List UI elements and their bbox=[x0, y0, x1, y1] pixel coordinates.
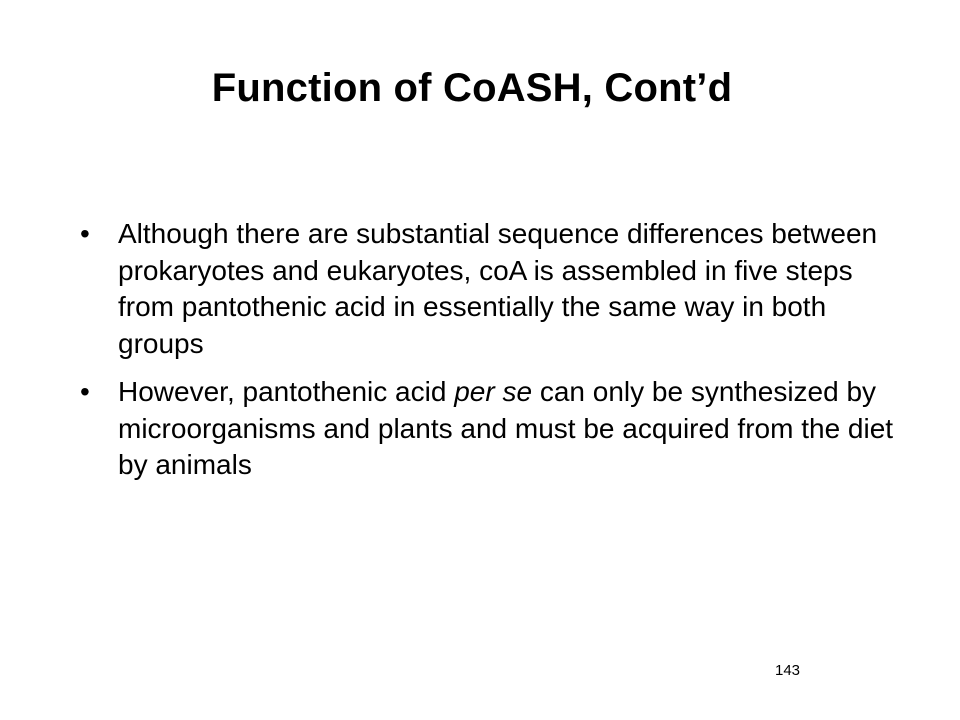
bullet-dot-icon: • bbox=[80, 376, 90, 407]
bullet-text-part: However, pantothenic acid bbox=[118, 376, 455, 407]
bullet-text-part: can only be synthesized by microorganisms and plants and must be acquired from the diet by animals bbox=[118, 376, 894, 480]
bullet-item bbox=[80, 216, 900, 362]
bullet-list bbox=[80, 216, 900, 496]
slide-title: Function of CoASH, Cont’d bbox=[211, 66, 733, 110]
italic-term: per se bbox=[454, 376, 533, 407]
bullet-text: Although there are substantial sequence differences between prokaryotes and eukaryotes, coA is assembled in five steps from pantothenic acid in essentially the same way in both groups bbox=[118, 218, 878, 359]
bullet-dot-icon: • bbox=[80, 218, 90, 249]
bullet-text bbox=[118, 376, 893, 480]
page-number: 143 bbox=[775, 662, 801, 679]
bullet-item bbox=[80, 374, 900, 484]
